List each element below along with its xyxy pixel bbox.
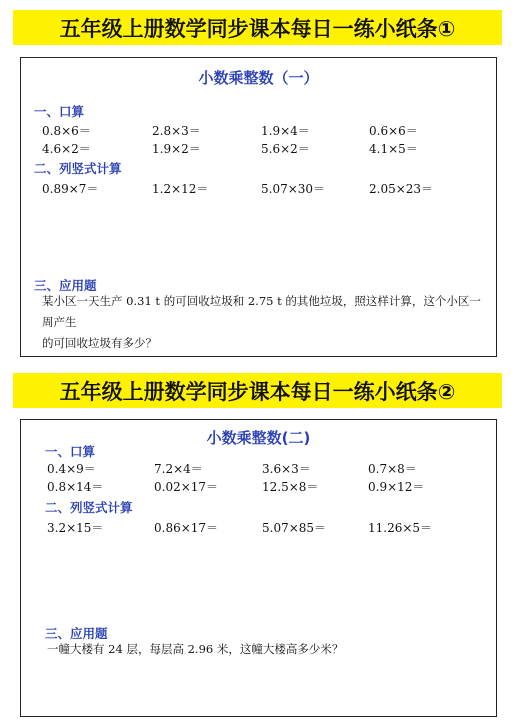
problem-cell: 0.4×9＝ [47,462,96,476]
sheet1-oral-row-2 [21,140,496,156]
sheet1-section-word: 三、应用题 [34,278,97,293]
problem-cell: 3.6×3＝ [262,462,311,476]
sheet1-title: 小数乘整数（一） [198,69,319,87]
problem-cell: 0.86×17＝ [154,521,219,535]
sheet2-banner: 五年级上册数学同步课本每日一练小纸条② [13,373,502,408]
sheet1-worksheet [20,57,497,357]
sheet2-oral-row-1 [21,460,496,476]
problem-cell: 0.02×17＝ [154,480,219,494]
problem-cell: 2.05×23＝ [369,182,434,196]
sheet2-title: 小数乘整数(二) [206,429,311,447]
problem-cell: 5.6×2＝ [261,142,310,156]
problem-cell: 0.8×6＝ [42,124,91,138]
sheet1-banner: 五年级上册数学同步课本每日一练小纸条① [13,10,502,45]
problem-cell: 3.2×15＝ [47,521,104,535]
problem-cell: 1.2×12＝ [152,182,209,196]
problem-cell: 7.2×4＝ [154,462,203,476]
problem-cell: 0.8×14＝ [47,480,104,494]
problem-cell: 0.6×6＝ [369,124,418,138]
problem-cell: 5.07×85＝ [262,521,327,535]
problem-cell: 0.9×12＝ [368,480,425,494]
problem-cell: 4.6×2＝ [42,142,91,156]
sheet1-word-problem [42,291,487,354]
sheet2-oral-row-2 [21,478,496,494]
problem-cell: 5.07×30＝ [261,182,326,196]
problem-cell: 1.9×4＝ [261,124,310,138]
sheet2-word-problem [47,639,487,660]
sheet2-vertical-row [21,519,496,535]
word-problem-line: 某小区一天生产 0.31 t 的可回收垃圾和 2.75 t 的其他垃圾，照这样计算，这个小区一周产生 [42,294,481,329]
sheet1-vertical-row [21,180,496,196]
problem-cell: 0.7×8＝ [368,462,417,476]
problem-cell: 11.26×5＝ [368,521,433,535]
problem-cell: 4.1×5＝ [369,142,418,156]
sheet1-oral-row-1 [21,122,496,138]
sheet2-section-word: 三、应用题 [45,626,108,641]
sheet2-section-vertical: 二、列竖式计算 [45,500,133,515]
sheet2-section-oral: 一、口算 [45,444,96,459]
word-problem-line: 一幢大楼有 24 层，每层高 2.96 米，这幢大楼高多少米？ [47,642,344,656]
word-problem-line: 的可回收垃圾有多少？ [42,336,157,350]
problem-cell: 12.5×8＝ [262,480,319,494]
sheet1-section-vertical: 二、列竖式计算 [34,161,122,176]
problem-cell: 1.9×2＝ [152,142,201,156]
sheet1-section-oral: 一、口算 [34,104,85,119]
problem-cell: 0.89×7＝ [42,182,99,196]
problem-cell: 2.8×3＝ [152,124,201,138]
sheet2-worksheet [20,419,497,717]
